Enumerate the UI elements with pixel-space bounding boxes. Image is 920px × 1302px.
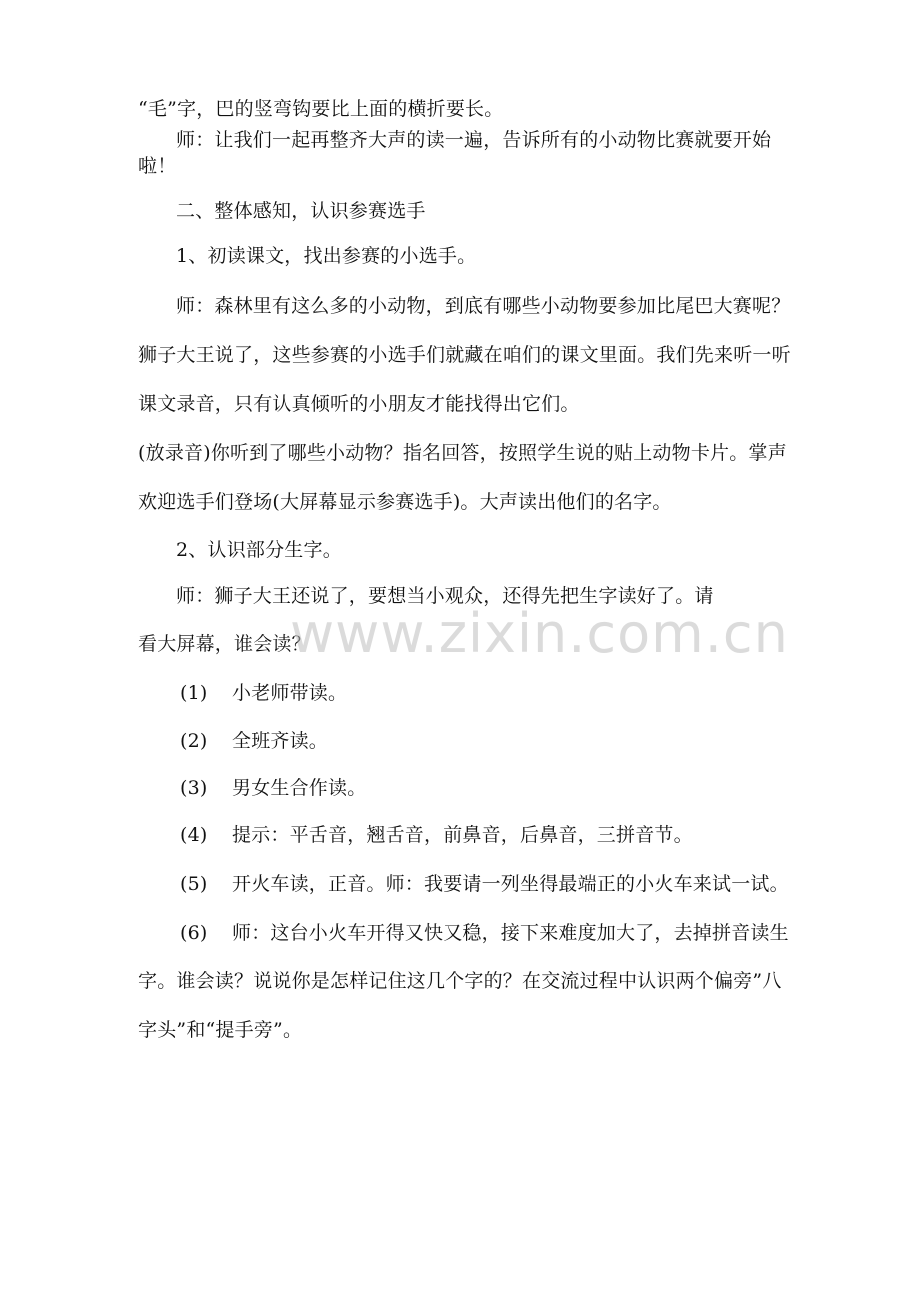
list-text: 小老师带读。	[232, 682, 348, 704]
list-item	[180, 921, 789, 945]
list-item	[180, 823, 693, 847]
paragraph-line: 看大屏幕，谁会读？	[138, 633, 311, 655]
section-heading: 二、整体感知，认识参赛选手	[176, 200, 426, 222]
paragraph-line: (放录音)你听到了哪些小动物？指名回答，按照学生说的贴上动物卡片。掌声	[138, 442, 787, 464]
list-item	[180, 729, 328, 753]
paragraph-line: 字头”和“提手旁”。	[138, 1019, 303, 1041]
list-text: 提示：平舌音，翘舌音，前鼻音，后鼻音，三拼音节。	[232, 824, 693, 846]
list-number: (1)	[180, 682, 208, 704]
paragraph-line: 啦！	[138, 155, 177, 177]
paragraph-line: 师：森林里有这么多的小动物，到底有哪些小动物要参加比尾巴大赛呢？	[176, 295, 791, 317]
paragraph-line: 师：狮子大王还说了，要想当小观众，还得先把生字读好了。请	[176, 585, 714, 607]
list-number: (5)	[180, 873, 208, 895]
list-text: 师：这台小火车开得又快又稳，接下来难度加大了，去掉拼音读生	[232, 922, 789, 944]
list-text: 开火车读，正音。师：我要请一列坐得最端正的小火车来试一试。	[232, 873, 789, 895]
subsection-heading: 1、初读课文，找出参赛的小选手。	[176, 245, 477, 267]
list-number: (6)	[180, 922, 208, 944]
subsection-heading: 2、认识部分生字。	[176, 539, 342, 561]
paragraph-line: 课文录音，只有认真倾听的小朋友才能找得出它们。	[138, 393, 580, 415]
list-text: 全班齐读。	[232, 730, 329, 752]
list-number: (3)	[180, 777, 208, 799]
list-number: (4)	[180, 824, 208, 846]
list-item	[180, 681, 347, 705]
paragraph-line: “毛”字，巴的竖弯钩要比上面的横折要长。	[138, 98, 504, 120]
list-item	[180, 776, 366, 800]
paragraph-line: 狮子大王说了，这些参赛的小选手们就藏在咱们的课文里面。我们先来听一听	[138, 344, 791, 366]
paragraph-line: 欢迎选手们登场(大屏幕显示参赛选手)。大声读出他们的名字。	[138, 491, 672, 513]
paragraph-line: 字。谁会读？说说你是怎样记住这几个字的？在交流过程中认识两个偏旁”八	[138, 970, 782, 992]
list-number: (2)	[180, 730, 208, 752]
list-text: 男女生合作读。	[232, 777, 367, 799]
paragraph-line: 师：让我们一起再整齐大声的读一遍，告诉所有的小动物比赛就要开始	[176, 129, 772, 151]
watermark: www.zixin.com.cn	[290, 602, 789, 665]
list-item	[180, 872, 789, 896]
